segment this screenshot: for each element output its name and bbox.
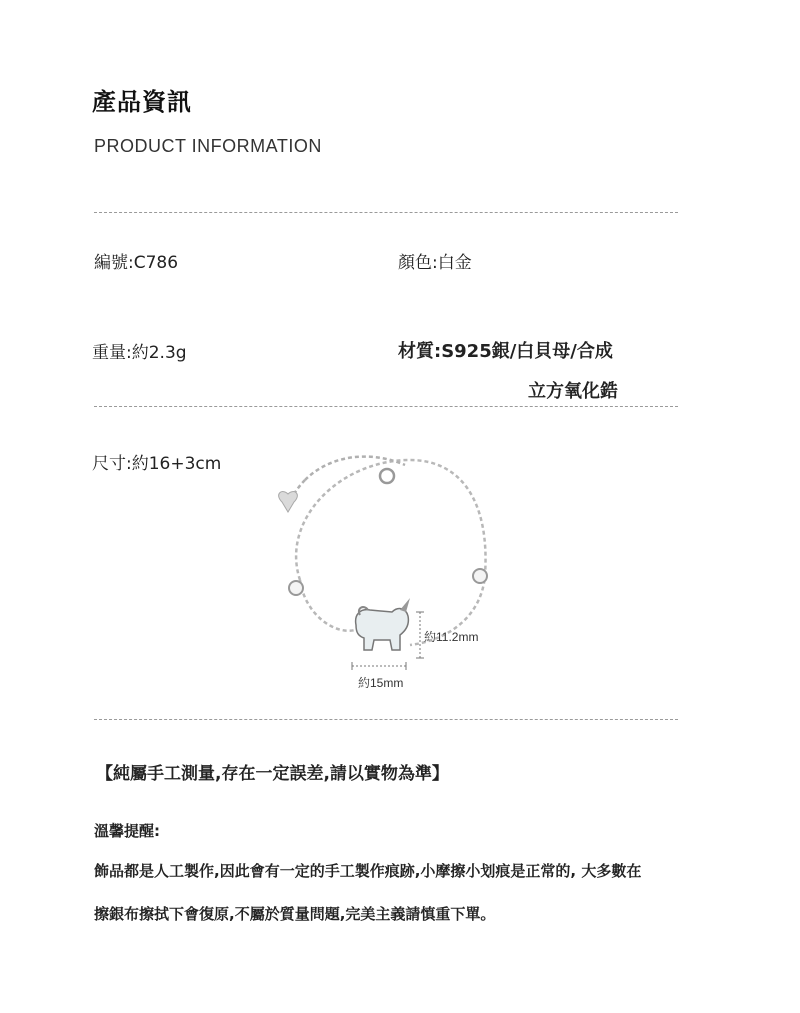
bezel-stone: [289, 581, 303, 595]
bezel-stone: [473, 569, 487, 583]
measurement-notice: 【純屬手工測量,存在一定誤差,請以實物為準】: [96, 764, 449, 784]
reminder-line: 飾品都是人工製作,因此會有一定的手工製作痕跡,小摩擦小划痕是正常的, 大多數在: [94, 862, 642, 880]
page-title: 產品資訊: [92, 88, 192, 116]
extender-chain: [305, 457, 405, 480]
clasp: [380, 469, 394, 483]
unicorn-charm: [356, 598, 410, 650]
spec-material-cont: 立方氧化鋯: [528, 381, 618, 402]
page-subtitle: PRODUCT INFORMATION: [94, 136, 322, 156]
divider: [94, 406, 678, 407]
spec-color: 顏色:白金: [398, 253, 472, 273]
reminder-title: 溫馨提醒:: [94, 822, 160, 840]
heart-tag: [279, 492, 298, 512]
width-dimension-label: 約15mm: [358, 676, 404, 690]
spec-weight: 重量:約2.3g: [92, 343, 187, 363]
spec-material: 材質:S925銀/白貝母/合成: [398, 341, 613, 362]
reminder-line: 擦銀布擦拭下會復原,不屬於質量問題,完美主義請慎重下單。: [94, 905, 496, 923]
spec-code: 編號:C786: [94, 253, 179, 273]
divider: [94, 719, 678, 720]
chain: [300, 580, 355, 631]
spec-size: 尺寸:約16+3cm: [92, 454, 222, 474]
divider: [94, 212, 678, 213]
bracelet-image: [260, 440, 520, 700]
height-dimension-label: 約11.2mm: [424, 630, 479, 644]
